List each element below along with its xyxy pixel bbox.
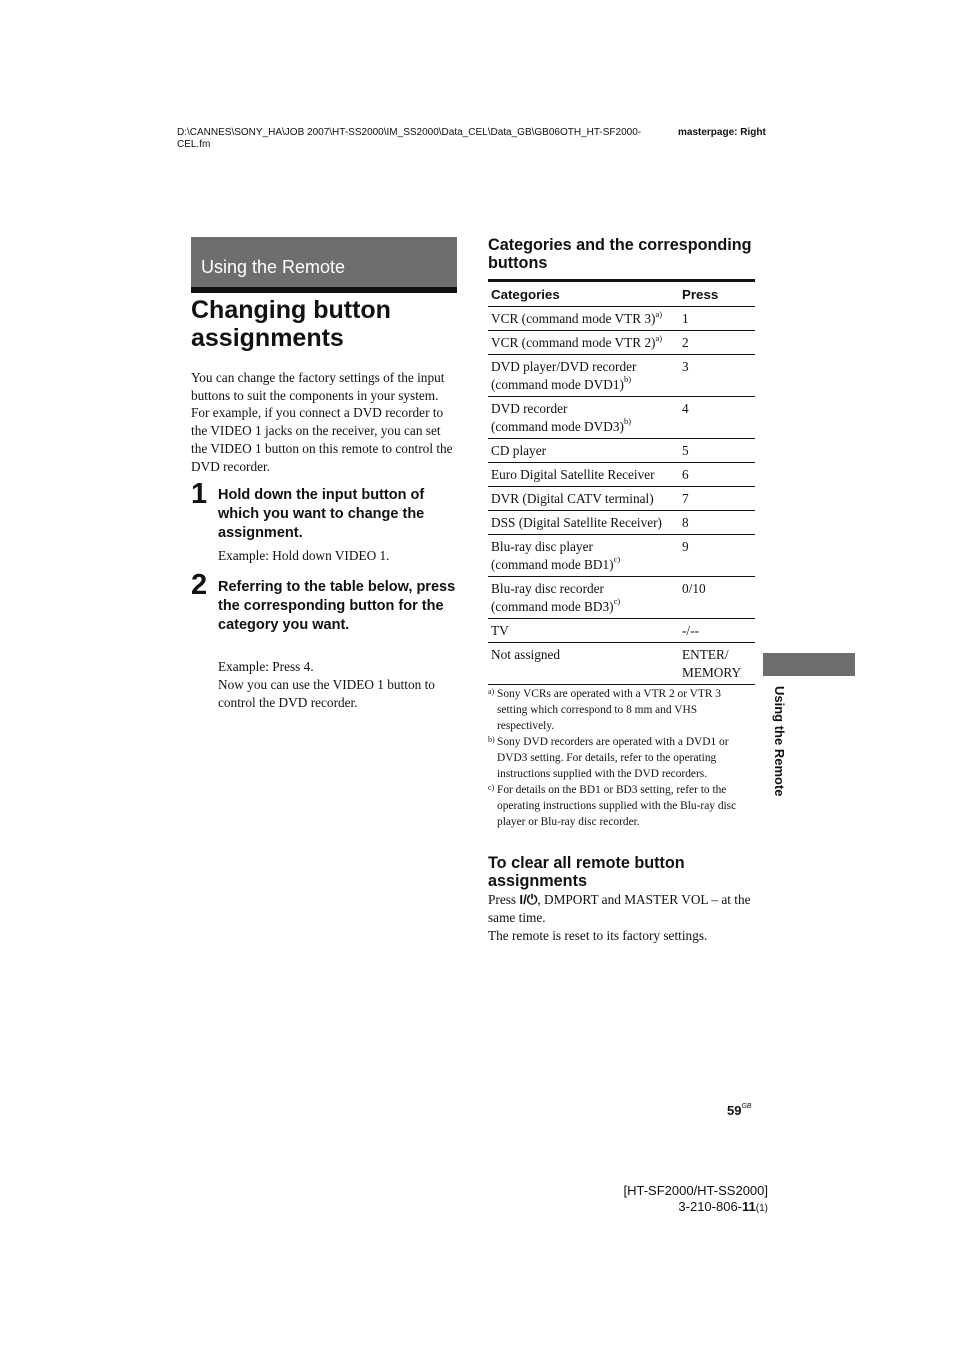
category-text: Euro Digital Satellite Receiver bbox=[491, 467, 655, 482]
category-cell bbox=[488, 580, 682, 618]
file-path-header: D:\CANNES\SONY_HA\JOB 2007\HT-SS2000\IM_SS2000\Data_CEL\Data_GB\GB06OTH_HT-SF2000-CEL.fm bbox=[177, 127, 642, 150]
side-tab-marker bbox=[763, 653, 855, 676]
table-row bbox=[488, 619, 755, 643]
category-text: (command mode DVD1) bbox=[491, 376, 624, 392]
footer-code-bold: 11 bbox=[742, 1199, 756, 1214]
table-row bbox=[488, 307, 755, 331]
category-cell bbox=[488, 442, 682, 462]
power-button-symbol: I/⏻ bbox=[519, 892, 538, 907]
press-cell bbox=[682, 490, 755, 510]
category-text: CD player bbox=[491, 443, 547, 458]
footnote-ref: b) bbox=[623, 416, 632, 427]
footer-model: [HT-SF2000/HT-SS2000] bbox=[623, 1183, 768, 1198]
step-title: Referring to the table below, press the corresponding button for the category you want. bbox=[218, 579, 456, 633]
subsection-title: To clear all remote button assignments bbox=[488, 854, 685, 890]
category-cell bbox=[488, 358, 682, 396]
footnote bbox=[488, 686, 754, 734]
press-cell bbox=[682, 334, 755, 354]
side-tab-text: Using the Remote bbox=[772, 686, 787, 797]
section-banner-title: Using the Remote bbox=[201, 257, 346, 277]
category-text: (command mode BD1) bbox=[491, 556, 614, 572]
step-number: 2 bbox=[191, 569, 208, 601]
footer-code-prefix: 3-210-806- bbox=[678, 1199, 743, 1214]
press-cell bbox=[682, 580, 755, 618]
press-text: 5 bbox=[682, 443, 689, 458]
table-row bbox=[488, 397, 755, 439]
category-text: DVD recorder bbox=[491, 401, 568, 416]
category-text: DSS (Digital Satellite Receiver) bbox=[491, 515, 662, 530]
step-body: Now you can use the VIDEO 1 button to control the DVD recorder. bbox=[218, 677, 435, 710]
footnotes bbox=[488, 686, 754, 830]
press-cell bbox=[682, 400, 755, 438]
step-body: Example: Press 4. bbox=[218, 659, 314, 674]
press-cell bbox=[682, 442, 755, 462]
category-text: Blu-ray disc recorder bbox=[491, 581, 604, 596]
footnote-mark: a) bbox=[488, 687, 495, 696]
press-text: MEMORY bbox=[682, 664, 742, 680]
page-title: Changing button assignments bbox=[191, 296, 391, 352]
category-text: TV bbox=[491, 623, 509, 638]
category-cell bbox=[488, 310, 682, 330]
category-text: (command mode DVD3) bbox=[491, 418, 624, 434]
press-suffix: , DMPORT and MASTER VOL – at the same time. bbox=[488, 892, 751, 925]
table-row bbox=[488, 463, 755, 487]
table-row bbox=[488, 331, 755, 355]
press-text: 2 bbox=[682, 335, 689, 350]
press-cell bbox=[682, 622, 755, 642]
footnote-ref: c) bbox=[613, 596, 621, 607]
footer-code bbox=[600, 1199, 768, 1216]
subsection-body bbox=[488, 891, 756, 945]
clear-instruction bbox=[488, 891, 756, 927]
table-row bbox=[488, 535, 755, 577]
footnote-mark: c) bbox=[488, 783, 495, 792]
press-text: 7 bbox=[682, 491, 689, 506]
footnote bbox=[488, 734, 754, 782]
table-row bbox=[488, 643, 755, 685]
category-cell bbox=[488, 400, 682, 438]
category-text: Not assigned bbox=[491, 647, 561, 662]
press-prefix: Press bbox=[488, 892, 520, 907]
table-body bbox=[488, 307, 755, 685]
press-cell bbox=[682, 358, 755, 396]
footer-code-suffix: (1) bbox=[755, 1203, 768, 1214]
column-header: Categories bbox=[491, 286, 560, 302]
press-text: 4 bbox=[682, 401, 689, 416]
footnote-ref: c) bbox=[613, 554, 621, 565]
category-text: DVD player/DVD recorder bbox=[491, 359, 637, 374]
table-header bbox=[488, 279, 755, 307]
section-banner bbox=[191, 237, 457, 293]
footnote-text: Sony DVD recorders are operated with a DVD1 or DVD3 setting. For details, refer to the operating instructions supplied with the DVD recorders. bbox=[497, 736, 729, 780]
category-text: (command mode BD3) bbox=[491, 598, 614, 614]
press-text: 8 bbox=[682, 515, 689, 530]
footnote bbox=[488, 782, 754, 830]
press-cell bbox=[682, 514, 755, 534]
page-number-suffix: GB bbox=[741, 1103, 752, 1110]
category-cell bbox=[488, 490, 682, 510]
table-row bbox=[488, 577, 755, 619]
press-cell bbox=[682, 538, 755, 576]
category-table bbox=[488, 279, 755, 685]
side-tab-label bbox=[772, 686, 788, 816]
press-text: 6 bbox=[682, 467, 689, 482]
table-row bbox=[488, 439, 755, 463]
press-cell bbox=[682, 646, 755, 684]
press-text: 1 bbox=[682, 311, 689, 326]
category-text: DVR (Digital CATV terminal) bbox=[491, 491, 654, 506]
press-text: 9 bbox=[682, 539, 689, 554]
category-text: Blu-ray disc player bbox=[491, 539, 593, 554]
press-text: ENTER/ bbox=[682, 647, 729, 662]
press-text: -/-- bbox=[682, 623, 699, 638]
step-body: Example: Hold down VIDEO 1. bbox=[218, 548, 390, 563]
footnote-mark: b) bbox=[488, 735, 495, 744]
category-text: VCR (command mode VTR 3) bbox=[491, 311, 656, 326]
clear-result: The remote is reset to its factory settings. bbox=[488, 928, 708, 943]
category-cell bbox=[488, 514, 682, 534]
table-row bbox=[488, 511, 755, 535]
footnote-ref: b) bbox=[623, 374, 632, 385]
page-number-value: 59 bbox=[727, 1103, 742, 1118]
masterpage-label: masterpage: Right bbox=[678, 127, 766, 138]
category-cell bbox=[488, 622, 682, 642]
category-cell bbox=[488, 646, 682, 684]
column-header: Press bbox=[682, 286, 719, 302]
step-number: 1 bbox=[191, 478, 208, 510]
press-text: 3 bbox=[682, 359, 689, 374]
intro-paragraph: You can change the factory settings of the input buttons to suit the components in your system. For example, if you connect a DVD recorder to the VIDEO 1 jacks on the receiver, you can set the VIDEO 1 button on this remote to control the DVD recorder. bbox=[191, 370, 453, 474]
press-text: 0/10 bbox=[682, 581, 706, 596]
press-cell bbox=[682, 466, 755, 486]
step-title: Hold down the input button of which you want to change the assignment. bbox=[218, 487, 425, 541]
category-text: VCR (command mode VTR 2) bbox=[491, 335, 656, 350]
press-cell bbox=[682, 310, 755, 330]
footnote-ref: a) bbox=[655, 308, 663, 319]
page-number bbox=[727, 1103, 752, 1118]
footnote-ref: a) bbox=[655, 332, 663, 343]
table-row bbox=[488, 355, 755, 397]
category-cell bbox=[488, 334, 682, 354]
category-cell bbox=[488, 538, 682, 576]
footnote-text: Sony VCRs are operated with a VTR 2 or VTR 3 setting which correspond to 8 mm and VHS respectively. bbox=[497, 688, 721, 732]
table-title: Categories and the corresponding buttons bbox=[488, 236, 752, 272]
footnote-text: For details on the BD1 or BD3 setting, refer to the operating instructions supplied with the Blu-ray disc player or Blu-ray disc recorder. bbox=[497, 784, 737, 828]
category-cell bbox=[488, 466, 682, 486]
table-row bbox=[488, 487, 755, 511]
